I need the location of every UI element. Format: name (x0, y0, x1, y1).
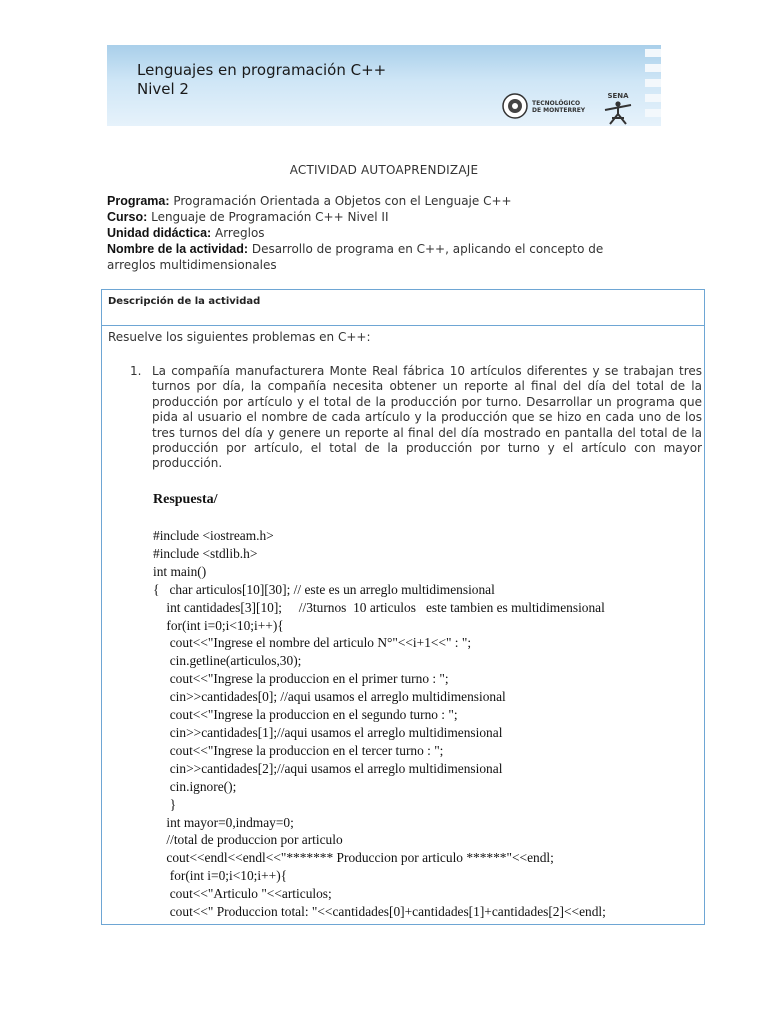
tec-seal-icon (502, 93, 528, 119)
code-line: //total de produccion por articulo (153, 832, 343, 848)
code-line: cin>>cantidades[0]; //aqui usamos el arreglo multidimensional (153, 689, 506, 705)
banner-title (137, 61, 386, 99)
code-line: cout<<"Ingrese la produccion en el tercer turno : "; (153, 742, 444, 758)
activity-heading: ACTIVIDAD AUTOAPRENDIZAJE (289, 163, 479, 177)
curso-value: Lenguaje de Programación C++ Nivel II (147, 210, 389, 224)
course-banner (107, 45, 661, 126)
programa-label: Programa: (107, 194, 170, 208)
activity-intro: Resuelve los siguientes problemas en C++: (108, 330, 371, 344)
code-line: for(int i=0;i<10;i++){ (153, 617, 284, 633)
problem-text: La compañía manufacturera Monte Real fábrica 10 artículos diferentes y se trabajan tres turnos por día, la compañía necesita obtener un reporte al final del día del total de la producción por artículo y el total de la producción por turno. Desarrollar un programa que pida al usuario el nombre de cada artículo y la producción que se hizo en cada uno de los tres turnos del día y genere un reporte al final del día mostrado en pantalla del total de la producción por artículo, el total de la producción por turno y el artículo con mayor producción. (152, 364, 702, 471)
code-line: cin.ignore(); (153, 778, 237, 794)
code-line: cin>>cantidades[2];//aqui usamos el arreglo multidimensional (153, 760, 503, 776)
nombre-value: Desarrollo de programa en C++, aplicando el concepto de (248, 242, 604, 256)
banner-title-line2: Nivel 2 (137, 80, 189, 98)
code-block (153, 527, 705, 921)
code-line: cout<<"Ingrese la produccion en el primer turno : "; (153, 671, 449, 687)
banner-title-line1: Lenguajes en programación C++ (137, 61, 387, 79)
curso-row (107, 209, 667, 225)
tec-monterrey-logo (502, 93, 590, 119)
activity-description-header: Descripción de la actividad (102, 290, 704, 326)
code-line: int mayor=0,indmay=0; (153, 814, 294, 830)
activity-info (107, 193, 667, 273)
banner-stripes (645, 49, 661, 124)
nombre-label: Nombre de la actividad: (107, 242, 249, 256)
curso-label: Curso: (107, 210, 148, 224)
nombre-value-line2: arreglos multidimensionales (107, 258, 277, 272)
tec-logo-text: TECNOLÓGICO DE MONTERREY (532, 100, 586, 114)
code-line: cout<<endl<<endl<<"******* Produccion por articulo ******"<<endl; (153, 850, 554, 866)
code-line: cin>>cantidades[1];//aqui usamos el arreglo multidimensional (153, 724, 503, 740)
problem-number: 1. (130, 364, 142, 378)
code-line: int cantidades[3][10]; //3turnos 10 articulos este tambien es multidimensional (153, 599, 605, 615)
code-line: int main() (153, 563, 207, 579)
unidad-value: Arreglos (211, 226, 265, 240)
nombre-row (107, 241, 667, 257)
programa-row (107, 193, 667, 209)
problem-item (130, 364, 702, 472)
code-line: cout<<"Ingrese el nombre del articulo N°"<<i+1<<" : "; (153, 635, 472, 651)
activity-description-box (101, 289, 705, 925)
code-line: { char articulos[10][30]; // este es un arreglo multidimensional (153, 581, 495, 597)
code-line: cin.getline(articulos,30); (153, 653, 302, 669)
code-line: } (153, 796, 177, 812)
code-line: for(int i=0;i<10;i++){ (153, 868, 288, 884)
code-line: cout<<"Ingrese la produccion en el segundo turno : "; (153, 707, 458, 723)
code-line: #include <stdlib.h> (153, 545, 258, 561)
unidad-row (107, 225, 667, 241)
code-line: #include <iostream.h> (153, 528, 274, 543)
svg-text:SENA: SENA (607, 92, 629, 100)
sena-logo (602, 91, 634, 125)
unidad-label: Unidad didáctica: (107, 226, 212, 240)
code-line: cout<<" Produccion total: "<<cantidades[0]+cantidades[1]+cantidades[2]<<endl; (153, 904, 606, 920)
programa-value: Programación Orientada a Objetos con el Lenguaje C++ (169, 194, 512, 208)
answer-label: Respuesta/ (153, 492, 218, 507)
code-line: cout<<"Articulo "<<articulos; (153, 886, 332, 902)
